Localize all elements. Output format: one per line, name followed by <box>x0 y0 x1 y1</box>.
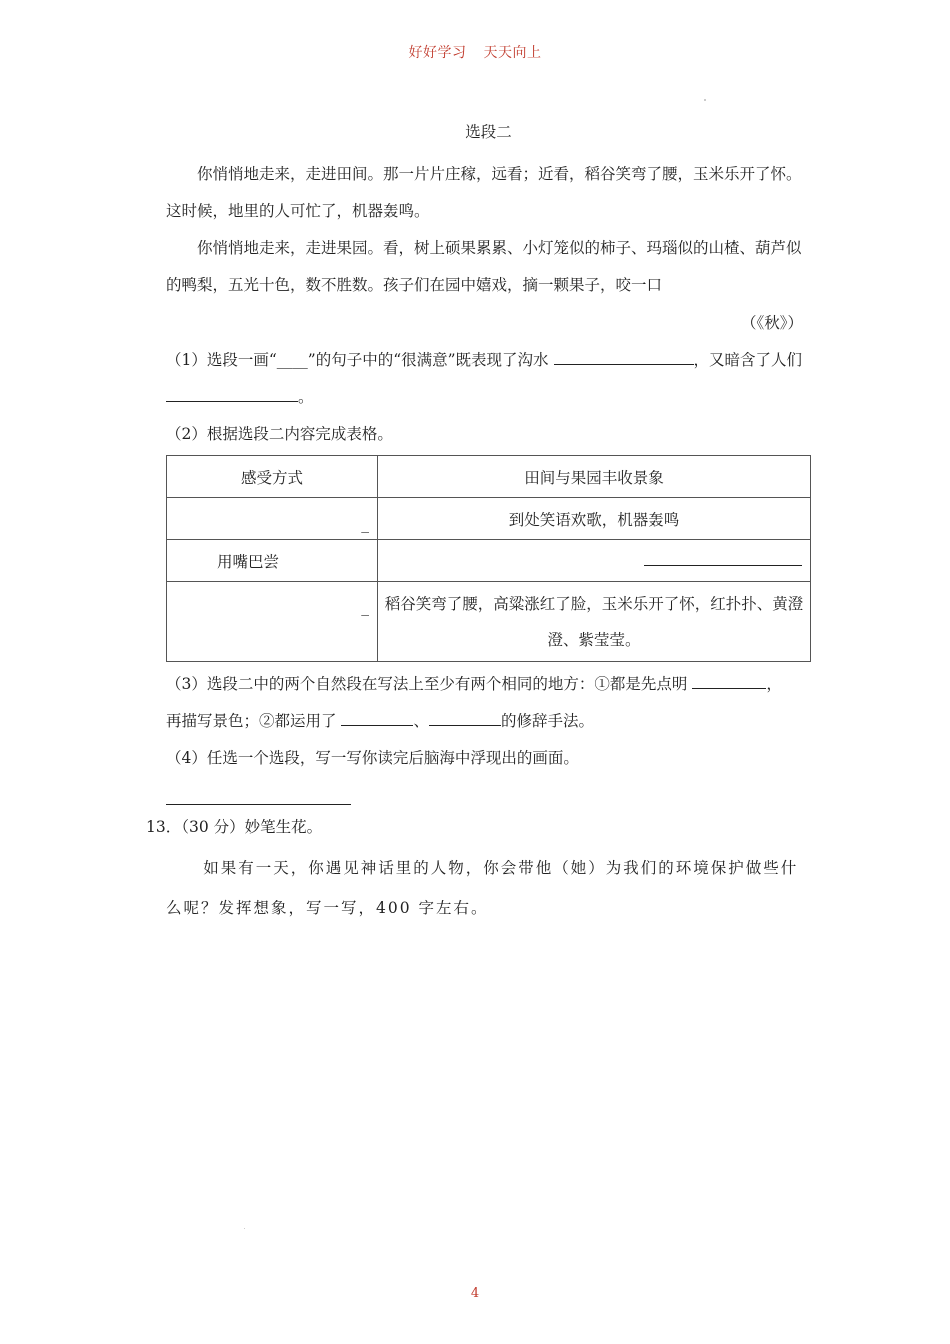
q1-text-b: ，又暗含了人们 <box>693 351 803 369</box>
table-row <box>167 540 811 582</box>
q1-blank-1[interactable] <box>554 346 694 365</box>
table-cell-scene: 到处笑语欢歌，机器轰鸣 <box>378 498 811 540</box>
table-row <box>167 498 811 540</box>
q3-blank-2[interactable] <box>341 707 413 726</box>
header-left-text: 好好学习 <box>408 45 467 61</box>
question-3 <box>166 666 811 740</box>
table-header-row <box>167 456 811 498</box>
table-header-method: 感受方式 <box>167 456 378 498</box>
section-title: 选段二 <box>465 123 512 141</box>
blank-mark: _ <box>361 598 369 616</box>
q3-text-b: ， <box>766 675 782 693</box>
stray-dot <box>704 99 706 101</box>
q4-answer-line[interactable] <box>166 803 351 805</box>
table-cell-answer[interactable] <box>378 540 811 582</box>
q3-text-a: （3）选段二中的两个自然段在写法上至少有两个相同的地方：①都是先点明 <box>166 675 688 693</box>
blank-mark: _ <box>361 515 369 533</box>
q3-blank-3[interactable] <box>429 707 501 726</box>
stray-dot <box>244 1228 245 1229</box>
table-cell-blank[interactable] <box>167 582 378 662</box>
question-4: （4）任选一个选段，写一写你读完后脑海中浮现出的画面。 <box>166 749 579 767</box>
table-header-scene: 田间与果园丰收景象 <box>378 456 811 498</box>
table-answer-blank[interactable] <box>644 564 802 566</box>
q1-text-a: （1）选段一画“____”的句子中的“很满意”既表现了沟水 <box>166 351 549 369</box>
q1-blank-2[interactable] <box>166 383 298 402</box>
page-header <box>0 42 950 62</box>
table-cell-method: 用嘴巴尝 <box>167 540 378 582</box>
question-2: （2）根据选段二内容完成表格。 <box>166 425 393 443</box>
question-1 <box>166 342 811 416</box>
table-cell-blank[interactable] <box>167 498 378 540</box>
table-row <box>167 582 811 662</box>
question-13-title: 13．（30 分）妙笔生花。 <box>146 818 323 836</box>
q3-text-e: 的修辞手法。 <box>500 712 594 730</box>
paragraph-1: 你悄悄地走来，走进田间。那一片片庄稼，远看；近看，稻谷笑弯了腰，玉米乐开了怀。这时候，地里的人可忙了，机器轰鸣。 <box>166 165 802 220</box>
q3-text-d: 、 <box>413 712 429 730</box>
answer-table <box>166 455 811 662</box>
q1-text-c: 。 <box>298 388 314 406</box>
header-right-text: 天天向上 <box>483 45 542 61</box>
exam-content <box>166 120 811 805</box>
q3-text-c: 再描写景色；②都运用了 <box>166 712 337 730</box>
table-cell-scene: 稻谷笑弯了腰，高粱涨红了脸，玉米乐开了怀，红扑扑、黄澄澄、紫莹莹。 <box>378 582 811 662</box>
paragraph-2: 你悄悄地走来，走进果园。看，树上硕果累累、小灯笼似的柿子、玛瑙似的山楂、葫芦似的鸭梨，五光十色，数不胜数。孩子们在园中嬉戏，摘一颗果子，咬一口 <box>166 239 802 294</box>
page-number: 4 <box>470 1286 480 1301</box>
source-citation: （《秋》） <box>740 314 803 332</box>
essay-prompt: 如果有一天，你遇见神话里的人物，你会带他（她）为我们的环境保护做些什么呢？发挥想象，写一写，400 字左右。 <box>166 859 799 917</box>
q3-blank-1[interactable] <box>692 670 766 689</box>
